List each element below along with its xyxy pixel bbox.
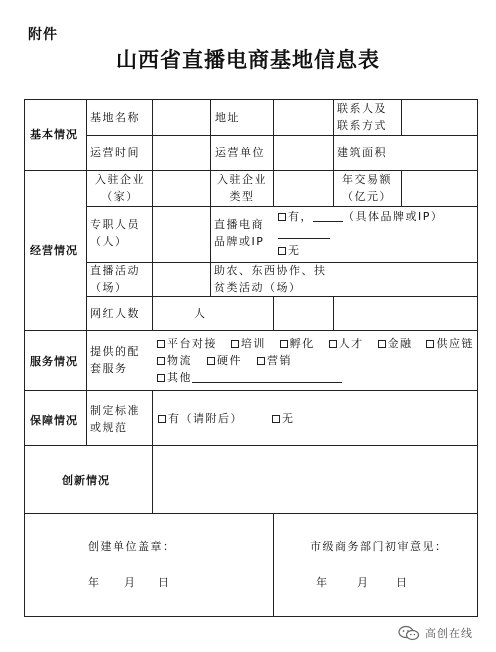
table-border	[24, 99, 478, 100]
table-border	[477, 99, 478, 617]
service-row-1	[157, 335, 474, 352]
info-form-table	[24, 99, 478, 617]
label-address: 地址	[215, 111, 240, 124]
service-option[interactable]	[207, 354, 242, 367]
right-day: 日	[396, 576, 409, 589]
left-month: 月	[124, 576, 137, 589]
standards-has-label: 有（请附后）	[168, 412, 243, 425]
checkbox-icon[interactable]	[231, 340, 239, 348]
checkbox-icon[interactable]	[426, 340, 434, 348]
table-rule	[401, 170, 402, 206]
service-option[interactable]	[426, 335, 474, 352]
table-rule	[24, 330, 478, 331]
other-fill-blank[interactable]	[192, 370, 342, 383]
option-label: 金融	[387, 337, 413, 350]
checkbox-icon[interactable]	[157, 340, 165, 348]
brand-ip-none-row	[278, 242, 472, 259]
table-rule	[210, 99, 211, 296]
section-service: 服务情况	[30, 355, 78, 368]
table-rule	[273, 170, 274, 206]
service-row-2	[157, 352, 474, 369]
wechat-icon	[398, 625, 420, 641]
service-option[interactable]	[329, 335, 364, 352]
ip-fill-blank[interactable]	[278, 226, 330, 239]
has-brand-detail: （具体品牌或IP）	[343, 210, 444, 223]
label-brand-ip: 直播电商品牌或IP	[214, 218, 265, 248]
checkbox-icon[interactable]	[207, 357, 215, 365]
table-rule	[273, 296, 274, 330]
service-option-other[interactable]	[157, 371, 342, 384]
service-option[interactable]	[157, 335, 217, 352]
label-base-name: 基地名称	[90, 111, 140, 124]
label-resident-count: 入驻企业（家）	[95, 173, 145, 203]
left-day: 日	[158, 576, 171, 589]
option-label: 其他	[167, 371, 192, 384]
option-label: 营销	[267, 354, 292, 367]
table-rule	[86, 99, 87, 445]
brand-fill-blank[interactable]	[313, 209, 343, 222]
checkbox-no-brand[interactable]	[278, 247, 286, 255]
influencer-unit: 人	[194, 307, 207, 320]
option-label: 培训	[240, 337, 266, 350]
has-brand-label: 有，	[288, 210, 313, 223]
table-rule	[24, 513, 478, 514]
table-rule	[333, 99, 334, 170]
table-rule	[24, 445, 478, 446]
option-label: 人才	[338, 337, 364, 350]
label-support-services: 提供的配套服务	[90, 345, 140, 375]
table-rule	[24, 390, 478, 391]
right-month: 月	[357, 576, 370, 589]
table-rule	[152, 390, 153, 513]
label-op-unit: 运营单位	[215, 146, 265, 159]
table-rule	[86, 296, 478, 297]
table-rule	[333, 296, 334, 330]
section-innovation: 创新情况	[62, 474, 110, 487]
table-border	[24, 616, 478, 617]
standards-none-label: 无	[282, 412, 295, 425]
checkbox-icon[interactable]	[280, 340, 288, 348]
standards-options	[158, 410, 295, 427]
brand-ip-options	[278, 208, 472, 259]
checkbox-has-brand[interactable]	[278, 213, 286, 221]
checkbox-icon[interactable]	[329, 340, 337, 348]
option-label: 孵化	[289, 337, 315, 350]
label-assist-activities: 助农、东西协作、扶贫类活动（场）	[214, 264, 327, 294]
form-title: 山西省直播电商基地信息表	[116, 48, 380, 72]
service-options	[157, 335, 474, 386]
table-rule	[273, 513, 274, 617]
service-option[interactable]	[378, 335, 413, 352]
service-option[interactable]	[157, 354, 192, 367]
label-review: 市级商务部门初审意见：	[310, 540, 448, 553]
left-year: 年	[88, 576, 101, 589]
watermark	[398, 623, 473, 643]
checkbox-icon[interactable]	[158, 415, 166, 423]
table-rule	[152, 99, 153, 330]
label-live-count: 直播活动（场）	[90, 264, 140, 294]
option-label: 供应链	[436, 337, 474, 350]
label-resident-type: 入驻企业类型	[217, 173, 267, 203]
service-row-3	[157, 369, 474, 386]
option-label: 平台对接	[167, 337, 217, 350]
option-label: 硬件	[217, 354, 242, 367]
section-basic: 基本情况	[30, 128, 78, 141]
standards-has-option[interactable]	[158, 412, 243, 425]
brand-ip-has-row	[278, 208, 472, 242]
checkbox-icon[interactable]	[157, 374, 165, 382]
option-label: 物流	[167, 354, 192, 367]
section-guarantee: 保障情况	[30, 414, 78, 427]
service-option[interactable]	[280, 335, 315, 352]
checkbox-icon[interactable]	[272, 415, 280, 423]
watermark-text: 高创在线	[425, 627, 473, 640]
section-operation: 经营情况	[30, 244, 78, 257]
label-op-time: 运营时间	[90, 146, 140, 159]
right-year: 年	[316, 576, 329, 589]
checkbox-icon[interactable]	[257, 357, 265, 365]
label-standards: 制定标准或规范	[90, 404, 140, 434]
standards-none-option[interactable]	[272, 412, 295, 425]
service-option[interactable]	[257, 354, 292, 367]
table-rule	[86, 206, 478, 207]
service-option[interactable]	[231, 335, 266, 352]
label-staff: 专职人员（人）	[90, 218, 140, 248]
checkbox-icon[interactable]	[378, 340, 386, 348]
table-border	[24, 99, 25, 617]
label-contact: 联系人及联系方式	[337, 102, 387, 132]
table-rule	[401, 99, 402, 135]
label-annual-volume: 年交易额（亿元）	[342, 173, 392, 203]
label-influencer: 网红人数	[90, 307, 140, 320]
table-rule	[86, 135, 478, 136]
checkbox-icon[interactable]	[157, 357, 165, 365]
label-seal: 创建单位盖章：	[88, 540, 176, 553]
label-building-area: 建筑面积	[337, 146, 387, 159]
attachment-label: 附件	[28, 27, 58, 43]
no-brand-label: 无	[288, 244, 301, 257]
